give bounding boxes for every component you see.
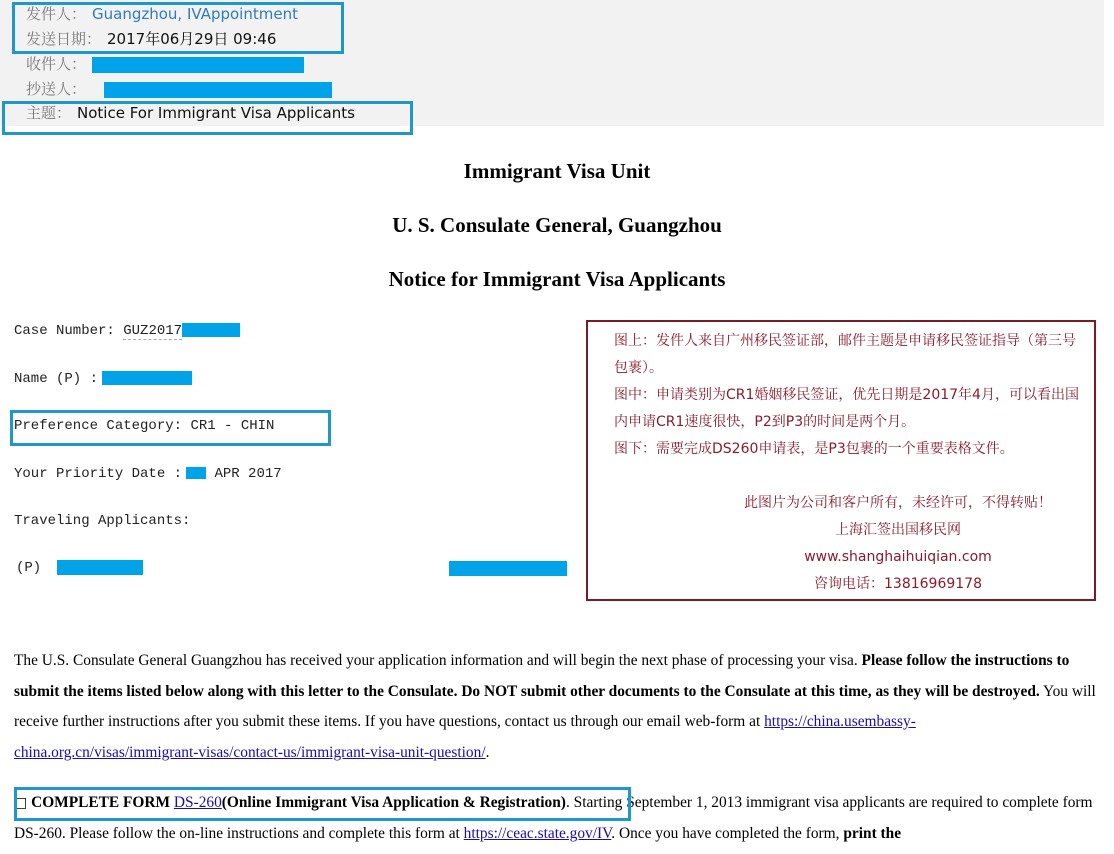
annotation-phone: 咨询电话：13816969178: [814, 576, 982, 592]
ceac-link[interactable]: https://ceac.state.gov/IV: [463, 824, 612, 842]
traveling-applicant-row: [16, 558, 143, 578]
to-row: [26, 53, 304, 75]
intro-text-2: You will receive further instructions after you submit these items. If you have questions, contact us through our email web-form at: [14, 682, 1096, 730]
annotation-panel: [586, 320, 1096, 601]
notice-title-unit: Immigrant Visa Unit: [463, 159, 651, 183]
case-number-redaction: [182, 323, 240, 337]
annotation-website: www.shanghaihuiqian.com: [804, 549, 992, 565]
intro-text-1: The U.S. Consulate General Guangzhou has received your application information and will begin the next phase of processing your visa.: [14, 652, 862, 669]
date-value: 2017年06月29日 09:46: [107, 30, 277, 48]
case-number-field: [14, 321, 240, 341]
ds260-paragraph: [14, 788, 1096, 849]
traveling-info-redaction: [449, 561, 567, 576]
priority-day-redaction: [186, 467, 206, 479]
ds260-text-1: . Starting September 1, 2013 immigrant visa applicants are required to complete form DS-260. Please follow the on-line instructions and complete this form at: [14, 794, 1093, 842]
name-redaction: [102, 371, 192, 385]
from-value-link[interactable]: Guangzhou, IVAppointment: [92, 5, 298, 23]
traveling-p-label: (P): [16, 560, 42, 576]
annotation-line-bottom: 图下：需要完成DS260申请表，是P3包裹的一个重要表格文件。: [614, 441, 1014, 457]
annotation-line-top: 图上：发件人来自广州移民签证部，邮件主题是申请移民签证指导（第三号包裹）。: [614, 333, 1076, 376]
annotation-copyright: 此图片为公司和客户所有，未经许可，不得转贴！: [744, 495, 1052, 511]
ds260-link[interactable]: DS-260: [173, 794, 222, 811]
subject-label: 主题：: [26, 104, 72, 122]
name-field: [14, 369, 192, 389]
priority-label: Your Priority Date :: [14, 466, 183, 482]
subject-value: Notice For Immigrant Visa Applicants: [77, 104, 355, 122]
subject-row: [26, 102, 355, 124]
checkbox-icon: □: [14, 795, 28, 811]
annotation-line-middle: 图中：申请类别为CR1婚姻移民签证，优先日期是2017年4月，可以看出国内申请CR1速度很快，P2到P3的时间是两个月。: [614, 387, 1079, 430]
preference-label: Preference Category:: [14, 418, 183, 434]
intro-paragraph: [14, 646, 1096, 768]
name-label: Name (P) :: [14, 371, 99, 387]
priority-date-field: [14, 464, 282, 484]
case-number-label: Case Number:: [14, 323, 115, 339]
ds260-text-2: . Once you have completed the form,: [611, 824, 844, 842]
preference-field: [14, 416, 274, 436]
notice-title-consulate: U. S. Consulate General, Guangzhou: [392, 213, 722, 237]
annotation-company: 上海汇签出国移民网: [835, 522, 961, 538]
date-label: 发送日期：: [26, 30, 102, 48]
preference-value: CR1 - CHIN: [190, 418, 275, 434]
notice-title-heading: Notice for Immigrant Visa Applicants: [388, 267, 726, 291]
priority-value: APR 2017: [214, 466, 282, 482]
cc-redaction: [104, 82, 332, 98]
intro-bold-instructions: Please follow the instructions to submit the items listed below along with this letter to the Consulate. Do NOT submit other documents to the Consulate at this time, as they will be destroyed.: [14, 652, 1070, 700]
email-header: [0, 0, 1104, 126]
traveling-field: [14, 511, 190, 531]
complete-form-bold: COMPLETE FORM: [31, 794, 171, 811]
date-row: [26, 28, 276, 50]
case-number-prefix: GUZ2017: [123, 323, 183, 339]
print-the-bold: print the: [843, 824, 902, 842]
contact-form-link[interactable]: https://china.usembassy-china.org.cn/visas/immigrant-visas/contact-us/immigrant-visa-unit-question/: [14, 713, 916, 761]
traveling-name-redaction: [57, 560, 143, 575]
from-row: [26, 3, 298, 25]
cc-label: 抄送人：: [26, 80, 87, 98]
ds260-description-bold: (Online Immigrant Visa Application & Registration): [221, 794, 566, 811]
to-label: 收件人：: [26, 55, 87, 73]
cc-row: [26, 78, 332, 100]
traveling-label: Traveling Applicants:: [14, 513, 191, 529]
from-label: 发件人：: [26, 5, 87, 23]
to-redaction: [92, 57, 304, 73]
intro-text-3: .: [485, 743, 490, 761]
